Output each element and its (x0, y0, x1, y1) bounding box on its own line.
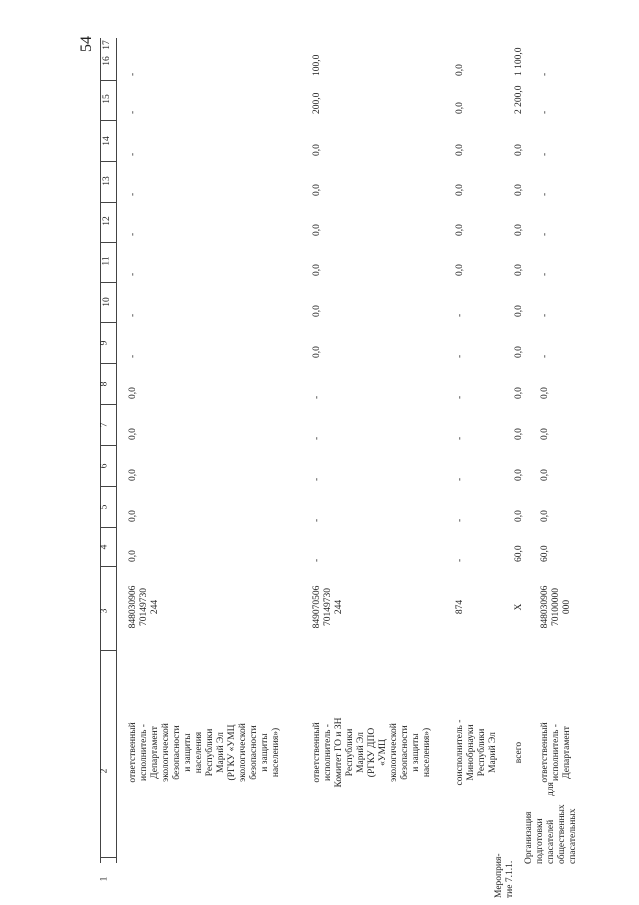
row-4-val-7: 0,0 (540, 469, 550, 481)
row-0-val-9: 0,0 (128, 387, 138, 399)
row-4-col3: ответственный исполнитель - Департамент (540, 722, 572, 783)
row-2-val-8: - (455, 436, 465, 440)
row-4-col4: 848030906 70100000 000 (540, 585, 572, 629)
row-2-col3: соисполнитель - Минобрнауки Республики Марий Эл (455, 719, 498, 786)
row-1-val-6: - (312, 518, 322, 522)
column-number-5: 5 (99, 504, 110, 510)
row-1-val-10: 0,0 (312, 346, 322, 358)
column-separator (100, 242, 116, 243)
row-4-val-9: 0,0 (540, 387, 550, 399)
row-2-val-10: - (455, 354, 465, 358)
column-separator (100, 363, 116, 364)
column-number-15: 15 (101, 94, 112, 104)
row-0-val-11: - (128, 313, 138, 317)
page-number: 54 (78, 36, 95, 52)
row-3-col1: Мероприя- тие 7.1.1. (494, 853, 515, 898)
row-1-val-14: 0,0 (312, 184, 322, 196)
row-3-val-12: 0,0 (514, 264, 524, 276)
column-separator (100, 527, 116, 528)
row-0-val-16: - (128, 110, 138, 114)
row-2-val-13: 0,0 (455, 224, 465, 236)
column-separator (100, 80, 116, 81)
row-2-val-16: 0,0 (455, 102, 465, 114)
row-4-val-13: - (540, 232, 550, 236)
column-separator (100, 202, 116, 203)
column-number-2: 2 (99, 768, 110, 774)
row-4-val-17: - (540, 72, 550, 76)
column-separator (100, 857, 116, 858)
row-1-col3: ответственный исполнитель - Комитет ГО и ЗН Республики Марий Эл (РГКУ ДПО «УМЦ экологической безопасности и защиты населения») (312, 717, 432, 788)
column-separator (100, 566, 116, 567)
row-0-val-6: 0,0 (128, 510, 138, 522)
row-3-val-17: 1 100,0 (514, 47, 524, 76)
column-number-9: 9 (99, 340, 110, 346)
row-2-val-12: 0,0 (455, 264, 465, 276)
row-0-col4: 848030906 70149730 244 (128, 585, 160, 629)
column-number-1: 1 (99, 876, 110, 882)
row-0-col3: ответственный исполнитель - Департамент экологической безопасности и защиты населения Республики Марий Эл (РГКУ «УМЦ экологической безопасности и защиты населения») (128, 722, 281, 783)
row-3-col2: Организация подготовки спасателей для общественных спасательных (524, 782, 578, 864)
row-1-val-9: - (312, 395, 322, 399)
row-4-val-15: - (540, 152, 550, 156)
column-number-7: 7 (99, 422, 110, 428)
row-1-val-12: 0,0 (312, 264, 322, 276)
row-3-val-5: 60,0 (514, 545, 524, 562)
row-2-val-5: - (455, 558, 465, 562)
row-4-val-11: - (540, 313, 550, 317)
row-3-val-13: 0,0 (514, 224, 524, 236)
row-3-val-14: 0,0 (514, 184, 524, 196)
row-4-val-14: - (540, 192, 550, 196)
row-0-val-10: - (128, 354, 138, 358)
row-2-val-7: - (455, 477, 465, 481)
row-1-val-11: 0,0 (312, 305, 322, 317)
column-separator (100, 486, 116, 487)
row-2-val-14: 0,0 (455, 184, 465, 196)
column-number-8: 8 (99, 381, 110, 387)
column-number-14: 14 (101, 136, 112, 146)
column-number-3: 3 (99, 608, 110, 614)
row-0-val-7: 0,0 (128, 469, 138, 481)
row-2-val-11: - (455, 313, 465, 317)
column-number-6: 6 (99, 463, 110, 469)
column-separator (100, 120, 116, 121)
column-separator (100, 161, 116, 162)
row-3-val-8: 0,0 (514, 428, 524, 440)
row-0-val-14: - (128, 192, 138, 196)
row-4-val-8: 0,0 (540, 428, 550, 440)
column-separator (100, 445, 116, 446)
row-4-val-6: 0,0 (540, 510, 550, 522)
row-1-val-8: - (312, 436, 322, 440)
column-separator (100, 322, 116, 323)
column-number-4: 4 (99, 544, 110, 550)
row-0-val-17: - (128, 72, 138, 76)
row-1-val-16: 200,0 (312, 92, 322, 114)
row-3-val-9: 0,0 (514, 387, 524, 399)
row-1-val-13: 0,0 (312, 224, 322, 236)
row-3-val-11: 0,0 (514, 305, 524, 317)
column-number-17: 17 (101, 40, 112, 50)
row-3-val-6: 0,0 (514, 510, 524, 522)
column-number-11: 11 (101, 256, 112, 266)
row-0-val-5: 0,0 (128, 550, 138, 562)
column-number-16: 16 (101, 56, 112, 66)
row-1-col4: 849070506 70149730 244 (312, 585, 344, 629)
row-0-val-15: - (128, 152, 138, 156)
row-3-col3: всего (514, 741, 524, 764)
row-0-val-13: - (128, 232, 138, 236)
row-4-val-12: - (540, 272, 550, 276)
column-number-13: 13 (101, 176, 112, 186)
row-0-val-8: 0,0 (128, 428, 138, 440)
column-separator (100, 404, 116, 405)
row-2-val-6: - (455, 518, 465, 522)
row-1-val-15: 0,0 (312, 144, 322, 156)
row-3-val-15: 0,0 (514, 144, 524, 156)
row-4-val-16: - (540, 110, 550, 114)
row-1-val-17: 100,0 (312, 54, 322, 76)
row-3-val-16: 2 200,0 (514, 85, 524, 114)
header-bottom-line (116, 38, 117, 863)
column-number-12: 12 (101, 216, 112, 226)
row-2-val-17: 0,0 (455, 64, 465, 76)
column-number-10: 10 (101, 297, 112, 307)
row-2-val-15: 0,0 (455, 144, 465, 156)
row-1-val-5: - (312, 558, 322, 562)
row-4-val-10: - (540, 354, 550, 358)
row-2-val-9: - (455, 395, 465, 399)
column-separator (100, 650, 116, 651)
row-3-col4: X (514, 603, 524, 611)
row-3-val-10: 0,0 (514, 346, 524, 358)
row-4-val-5: 60,0 (540, 545, 550, 562)
row-0-val-12: - (128, 272, 138, 276)
row-3-val-7: 0,0 (514, 469, 524, 481)
row-2-col4: 874 (455, 599, 465, 615)
column-separator (100, 282, 116, 283)
row-1-val-7: - (312, 477, 322, 481)
